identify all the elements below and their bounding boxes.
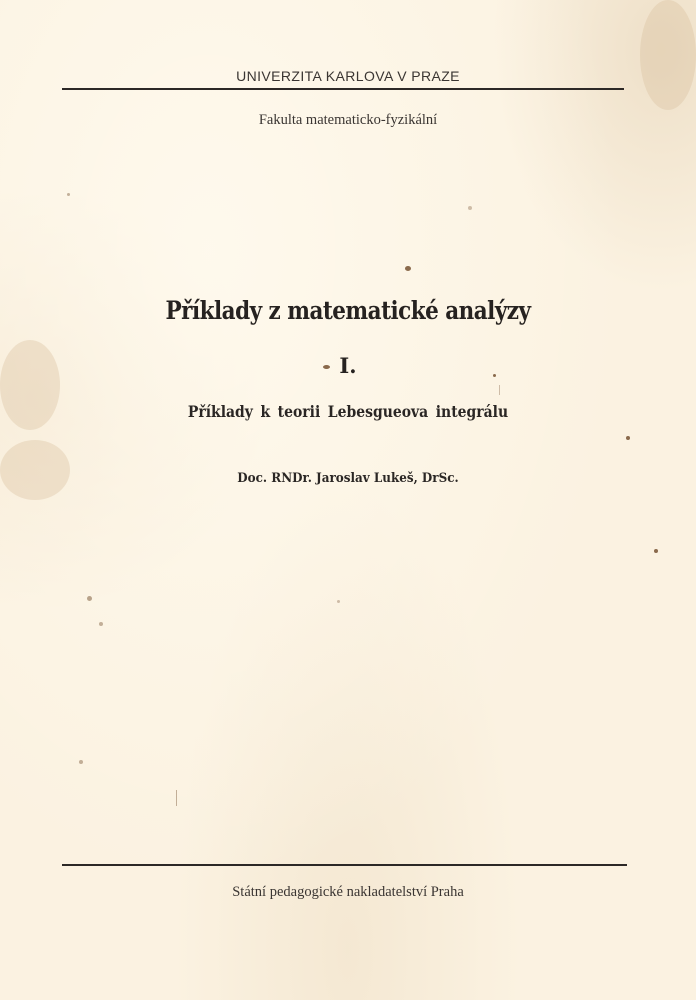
ink-speck [79, 760, 83, 764]
book-subtitle: Příklady k teorii Lebesgueova integrálu [187, 402, 509, 421]
ink-speck [405, 266, 411, 271]
bottom-rule [62, 864, 627, 866]
ink-speck [468, 206, 472, 210]
ink-speck [337, 600, 340, 603]
top-rule [62, 88, 624, 90]
author-name: Doc. RNDr. Jaroslav Lukeš, DrSc. [237, 471, 459, 486]
ink-speck [176, 790, 177, 806]
ink-speck [499, 385, 500, 395]
ink-speck [99, 622, 103, 626]
ink-speck [87, 596, 92, 601]
ink-speck [323, 365, 330, 369]
paper-stain [0, 440, 70, 500]
publisher-name: Státní pedagogické nakladatelství Praha [232, 884, 464, 900]
ink-speck [626, 436, 630, 440]
faculty-name: Fakulta matematicko-fyzikální [258, 112, 438, 128]
ink-speck [67, 193, 70, 196]
book-title: Příklady z matematické analýzy [165, 296, 531, 325]
ink-speck [493, 374, 496, 377]
university-name: UNIVERZITA KARLOVA V PRAZE [236, 68, 460, 84]
paper-stain [640, 0, 696, 110]
volume-number: I. [339, 353, 357, 378]
ink-speck [654, 549, 658, 553]
